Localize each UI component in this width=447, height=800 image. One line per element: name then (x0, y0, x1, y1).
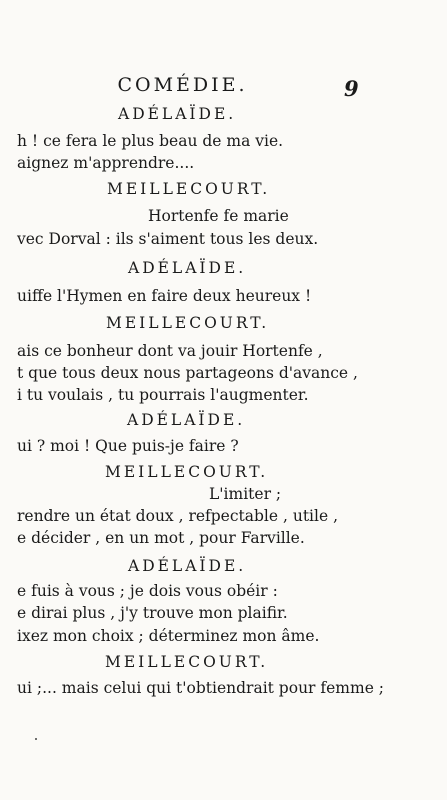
verse-line: t que tous deux nous partageons d'avance , (17, 364, 358, 382)
verse-line: Hortenfe fe marie (148, 207, 289, 225)
verse-line: e dirai plus , j'y trouve mon plaifir. (17, 604, 288, 622)
verse-line: rendre un état doux , refpectable , utile , (17, 507, 338, 525)
speaker-name: MEILLECOURT. (105, 653, 269, 671)
running-title: COMÉDIE. (117, 74, 248, 96)
speaker-name: MEILLECOURT. (106, 314, 270, 332)
speaker-name: ADÉLAÏDE. (128, 259, 247, 277)
verse-line: i tu voulais , tu pourrais l'augmenter. (17, 386, 309, 404)
verse-line: h ! ce fera le plus beau de ma vie. (17, 132, 284, 150)
verse-line: ais ce bonheur dont va jouir Hortenfe , (17, 342, 323, 360)
verse-line: aignez m'apprendre.... (17, 154, 195, 172)
speaker-name: ADÉLAÏDE. (127, 411, 246, 429)
verse-line: ui ;... mais celui qui t'obtiendrait pour femme ; (17, 679, 385, 697)
speaker-name: ADÉLAÏDE. (128, 557, 247, 575)
verse-line: ui ? moi ! Que puis-je faire ? (17, 437, 239, 455)
page-header (0, 74, 447, 104)
verse-line: L'imiter ; (209, 485, 282, 503)
verse-line: uiffe l'Hymen en faire deux heureux ! (17, 287, 312, 305)
verse-line: vec Dorval : ils s'aiment tous les deux. (17, 230, 319, 248)
verse-line: e décider , en un mot , pour Farville. (17, 529, 305, 547)
verse-line: e fuis à vous ; je dois vous obéir : (17, 582, 278, 600)
page-number: 9 (344, 76, 359, 101)
speaker-name: ADÉLAÏDE. (118, 105, 237, 123)
ink-speck (35, 738, 37, 740)
speaker-name: MEILLECOURT. (107, 180, 271, 198)
verse-line: ixez mon choix ; déterminez mon âme. (17, 627, 320, 645)
speaker-name: MEILLECOURT. (105, 463, 269, 481)
